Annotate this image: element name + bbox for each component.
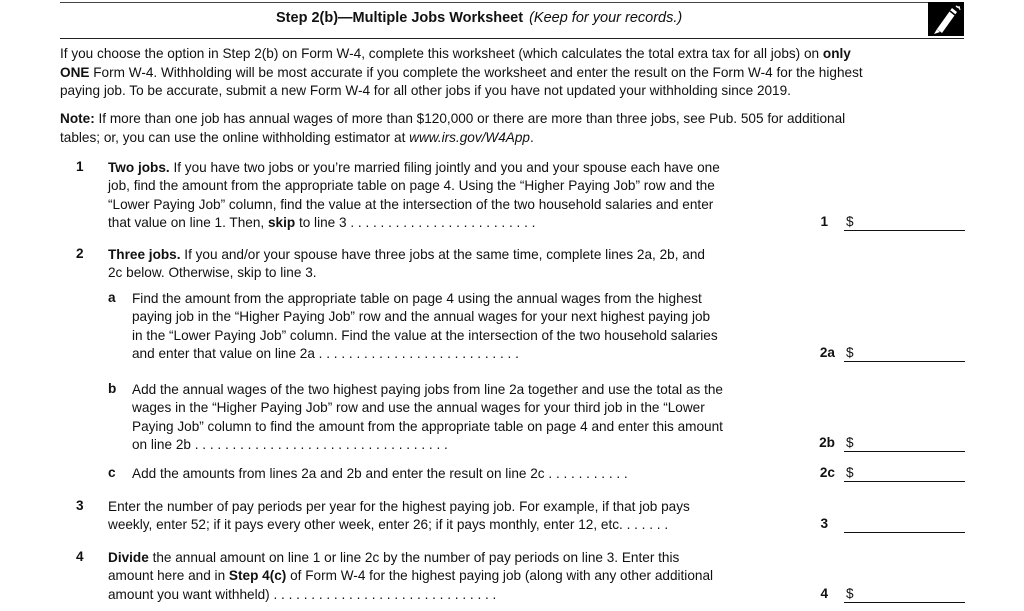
line2b-label: 2b [819,435,835,450]
line1-l2: job, find the amount from the appropriate table on page 4. Using the “Higher Paying Job” row and the [108,178,715,194]
line2b-l3: Paying Job” column to find the amount from the appropriate table on page 4 and enter this amount [132,418,723,434]
line2-number: 2 [76,246,84,261]
line1-l3: “Lower Paying Job” column, find the value at the intersection of the two household salaries and enter [108,196,714,212]
line2a-amount-field[interactable] [844,347,965,362]
line2a-letter: a [108,290,116,305]
line2c-letter: c [108,465,116,480]
intro-only: only [822,46,851,61]
line2b-amount-field[interactable] [844,437,965,452]
line4-label: 4 [820,586,828,601]
line2b-l4: on line 2b [132,437,191,453]
line1-l1: If you have two jobs or you’re married filing jointly and you and your spouse each have one [169,160,720,175]
line4-dollar: $ [846,586,854,601]
line4-heading: Divide [108,550,149,565]
line3-periods-input[interactable] [844,519,965,533]
leader-dots: . . . . . . [622,517,669,533]
line2a-label: 2a [819,345,835,360]
line2a-l2: paying job in the “Higher Paying Job” row and the annual wages for your next highest paying job [132,309,711,325]
line2c-text [132,465,628,483]
line1-label: 1 [820,214,828,229]
line4-amount-field[interactable] [844,588,965,603]
line2-l1: If you and/or your spouse have three jobs at the same time, complete lines 2a, 2b, and [180,247,705,262]
leader-dots: . . . . . . . . . . . . . . . . . . . . . . . . . . . [314,346,519,362]
line2c-l1: Add the amounts from lines 2a and 2b and enter the result on line 2c [132,466,545,481]
worksheet-title [276,10,682,26]
line2a-amount-input[interactable] [844,348,965,362]
leader-dots: . . . . . . . . . . . . . . . . . . . . . . . . . . . . . . . . . . [190,437,448,453]
line1-dollar: $ [846,214,854,229]
line2b-text [132,381,723,455]
line2a-l3: in the “Lower Paying Job” column. Find the value at the intersection of the two household salaries [132,327,718,343]
line3-number: 3 [76,498,84,513]
line2a-dollar: $ [846,345,854,360]
line4-number: 4 [76,549,84,564]
line4-l3: amount you want withheld) [108,586,270,602]
line3-text [108,498,690,535]
line2a-text [132,290,718,364]
title-bold: Step 2(b)—Multiple Jobs Worksheet [276,10,524,26]
note-line1: If more than one job has annual wages of more than $120,000 or there are more than three jobs, see Pub. 505 for additional [94,111,846,126]
note-line2-end: . [530,129,534,145]
line2a-l4: and enter that value on line 2a [132,346,315,362]
line1-heading: Two jobs. [108,160,170,175]
intro-line1: If you choose the option in Step 2(b) on Form W-4, complete this worksheet (which calculates the total extra tax for all jobs) on [60,46,823,61]
line4-l2: amount here and in [108,568,229,584]
leader-dots: . . . . . . . . . . . . . . . . . . . . . . . . . . . . . . [269,586,497,602]
line2c-label: 2c [819,465,835,480]
line1-l4-end: to line 3 [295,215,347,231]
irs-link[interactable]: www.irs.gov/W4App [409,129,530,145]
note-paragraph [60,110,966,147]
line4-step4c: Step 4(c) [228,568,287,584]
line1-number: 1 [76,159,84,174]
intro-paragraph [60,45,966,101]
intro-line2: Form W-4. Withholding will be most accurate if you complete the worksheet and enter the result on the Form W-4 for the highest [89,64,863,80]
line2b-dollar: $ [846,435,854,450]
line3-l1: Enter the number of pay periods per year for the highest paying job. For example, if that job pays [108,499,690,514]
line2a-l1: Find the amount from the appropriate table on page 4 using the annual wages from the highest [132,291,702,306]
line4-amount-input[interactable] [844,589,965,603]
line2b-amount-input[interactable] [844,438,965,452]
line4-l2-end: of Form W-4 for the highest paying job (along with any other additional [286,568,714,584]
line2b-l2: wages in the “Higher Paying Job” row and use the annual wages for your third job in the “Lower [132,400,705,416]
header-bottom-rule [60,38,964,39]
leader-dots: . . . . . . . . . . . . . . . . . . . . . . . . . [346,215,536,231]
note-label: Note: [60,111,95,126]
line2b-letter: b [108,381,117,396]
intro-line3: paying job. To be accurate, submit a new Form W-4 for all other jobs if you have not updated your withholding since 2019. [60,83,791,99]
line1-skip: skip [267,215,296,231]
line4-text [108,549,713,604]
line2b-l1: Add the annual wages of the two highest paying jobs from line 2a together and use the total as the [132,382,723,397]
line1-amount-field[interactable] [844,216,965,231]
line2-l2: 2c below. Otherwise, skip to line 3. [108,265,317,281]
line1-text [108,159,720,233]
line4-l1: the annual amount on line 1 or line 2c by the number of pay periods on line 3. Enter this [148,550,680,565]
line3-label: 3 [820,516,828,531]
line2-text [108,246,705,283]
line2c-dollar: $ [846,465,854,480]
leader-dots: . . . . . . . . . . . [544,466,628,481]
title-italic: (Keep for your records.) [529,10,683,26]
note-line2: tables; or, you can use the online withholding estimator at [60,129,410,145]
line2c-amount-input[interactable] [844,468,965,482]
pen-icon [928,2,964,36]
line3-periods-field[interactable] [844,518,965,533]
line3-l2: weekly, enter 52; if it pays every other week, enter 26; if it pays monthly, enter 12, etc. [108,517,623,533]
line2c-amount-field[interactable] [844,467,965,482]
line2-heading: Three jobs. [108,247,181,262]
intro-one: ONE [60,64,90,80]
line1-l4: that value on line 1. Then, [108,215,268,231]
header-top-rule [60,2,964,3]
line1-amount-input[interactable] [844,217,965,231]
